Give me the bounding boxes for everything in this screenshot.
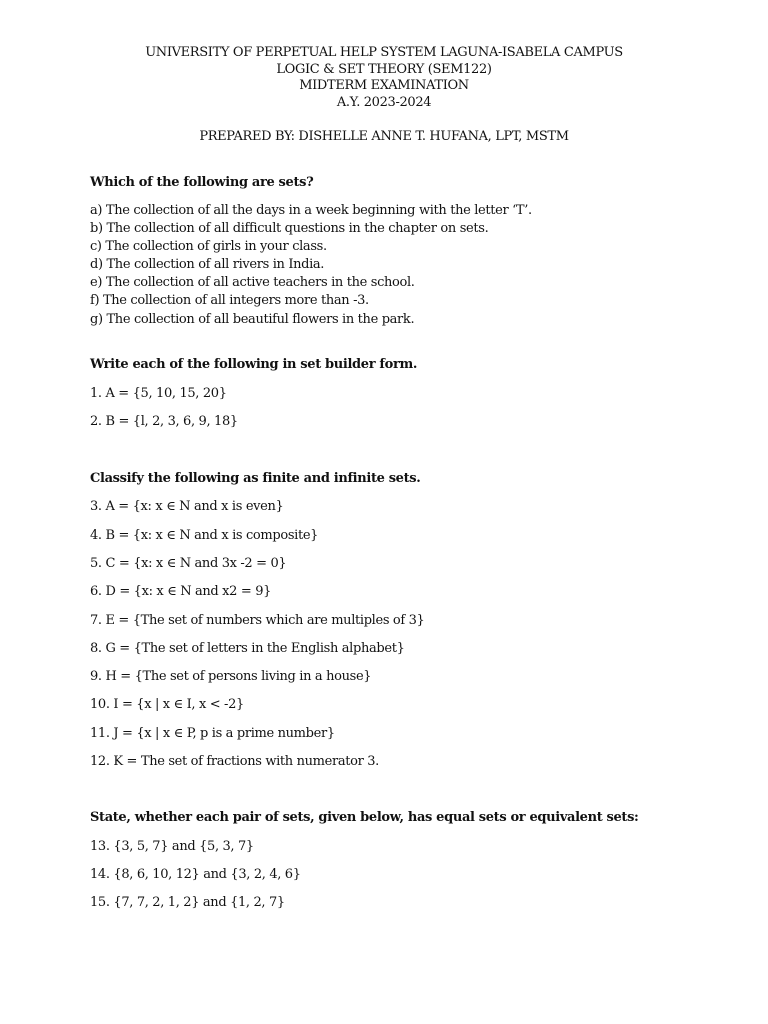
question-item: 15. {7, 7, 2, 1, 2} and {1, 2, 7} xyxy=(90,895,285,910)
question-item: 5. C = {x: x ∈ N and 3x -2 = 0} xyxy=(90,556,287,571)
exam-title: MIDTERM EXAMINATION xyxy=(299,78,469,94)
question-item: 12. K = The set of fractions with numerator 3. xyxy=(90,754,379,769)
question-item: 3. A = {x: x ∈ N and x is even} xyxy=(90,499,284,514)
question-item: 4. B = {x: x ∈ N and x is composite} xyxy=(90,528,319,543)
question-item: 9. H = {The set of persons living in a house} xyxy=(90,669,372,684)
prepared-by: PREPARED BY: DISHELLE ANNE T. HUFANA, LPT, MSTM xyxy=(199,129,569,144)
course-title: LOGIC & SET THEORY (SEM122) xyxy=(276,61,492,77)
list-item: c) The collection of girls in your class. xyxy=(90,239,327,254)
academic-year: A.Y. 2023-2024 xyxy=(336,94,432,110)
university-name: UNIVERSITY OF PERPETUAL HELP SYSTEM LAGUNA-ISABELA CAMPUS xyxy=(145,45,623,60)
list-item: e) The collection of all active teachers in the school. xyxy=(90,275,415,290)
list-item: f) The collection of all integers more than -3. xyxy=(90,293,369,308)
exam-header xyxy=(0,45,768,111)
question-item: 11. J = {x | x ∈ P, p is a prime number} xyxy=(90,726,335,741)
section-heading-sets: Which of the following are sets? xyxy=(90,175,314,190)
question-item: 1. A = {5, 10, 15, 20} xyxy=(90,386,227,401)
section-heading-set-builder: Write each of the following in set builder form. xyxy=(90,357,418,372)
question-item: 13. {3, 5, 7} and {5, 3, 7} xyxy=(90,839,254,854)
list-item: a) The collection of all the days in a week beginning with the letter ‘T’. xyxy=(90,203,532,218)
question-item: 10. I = {x | x ∈ I, x < -2} xyxy=(90,697,244,712)
section-heading-finite-infinite: Classify the following as finite and infinite sets. xyxy=(90,471,421,486)
question-item: 8. G = {The set of letters in the English alphabet} xyxy=(90,641,405,656)
list-item: g) The collection of all beautiful flowers in the park. xyxy=(90,312,415,327)
question-item: 14. {8, 6, 10, 12} and {3, 2, 4, 6} xyxy=(90,867,301,882)
list-item: d) The collection of all rivers in India. xyxy=(90,257,325,272)
question-item: 6. D = {x: x ∈ N and x2 = 9} xyxy=(90,584,272,599)
list-item: b) The collection of all difficult questions in the chapter on sets. xyxy=(90,221,489,236)
question-item: 7. E = {The set of numbers which are multiples of 3} xyxy=(90,613,425,628)
section-heading-equal-equivalent: State, whether each pair of sets, given below, has equal sets or equivalent sets: xyxy=(90,810,639,825)
question-item: 2. B = {l, 2, 3, 6, 9, 18} xyxy=(90,414,238,429)
